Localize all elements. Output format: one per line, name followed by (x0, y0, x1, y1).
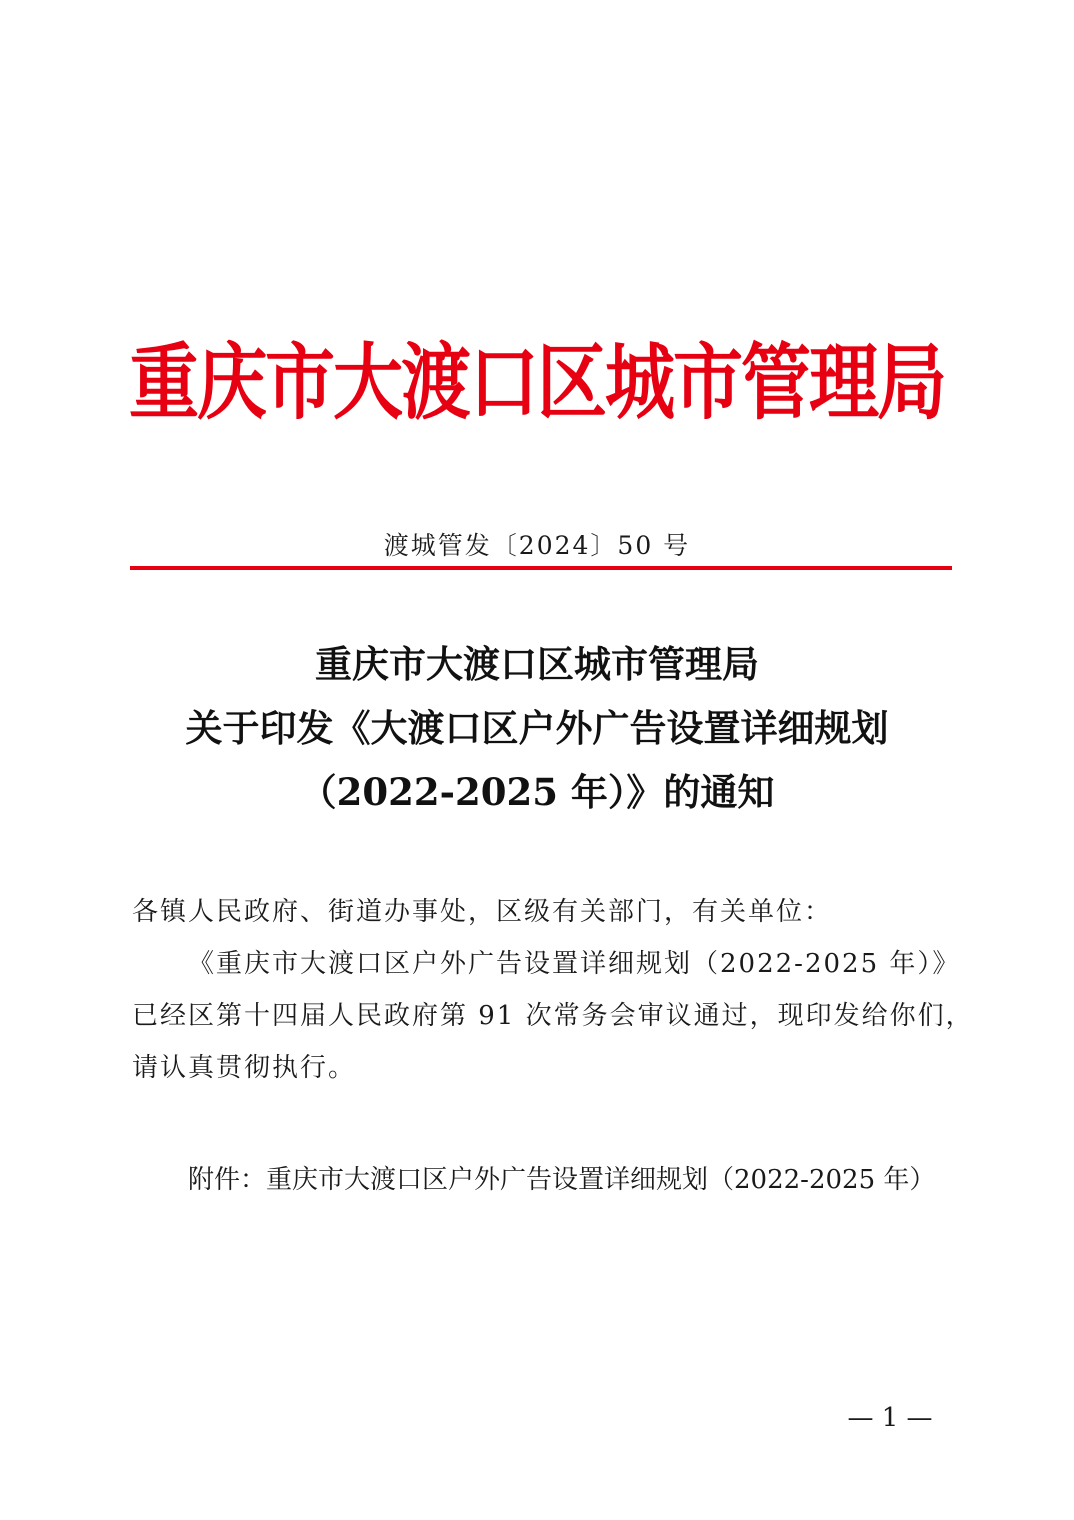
title-line-3: （2022-2025 年）》的通知 (299, 770, 775, 814)
document-number: 渡城管发〔2024〕50 号 (383, 531, 691, 560)
title-line-2: 关于印发《大渡口区户外广告设置详细规划 (185, 706, 889, 750)
salutation: 各镇人民政府、街道办事处，区级有关部门，有关单位： (132, 897, 833, 927)
body-paragraph (132, 938, 974, 1094)
body-line-3: 请认真贯彻执行。 (132, 1053, 357, 1083)
document-title (100, 632, 974, 824)
body-line-2: 已经区第十四届人民政府第 91 次常务会审议通过，现印发给你们， (132, 1001, 974, 1031)
title-line-1: 重庆市大渡口区城市管理局 (315, 642, 759, 686)
red-divider-line (130, 566, 952, 570)
page-number: — 1 — (847, 1403, 933, 1433)
issuer-masthead: 重庆市大渡口区城市管理局 (129, 334, 945, 432)
body-line-1: 《重庆市大渡口区户外广告设置详细规划（2022-2025 年）》 (188, 949, 961, 979)
attachment-note: 附件：重庆市大渡口区户外广告设置详细规划（2022-2025 年） (188, 1165, 936, 1195)
